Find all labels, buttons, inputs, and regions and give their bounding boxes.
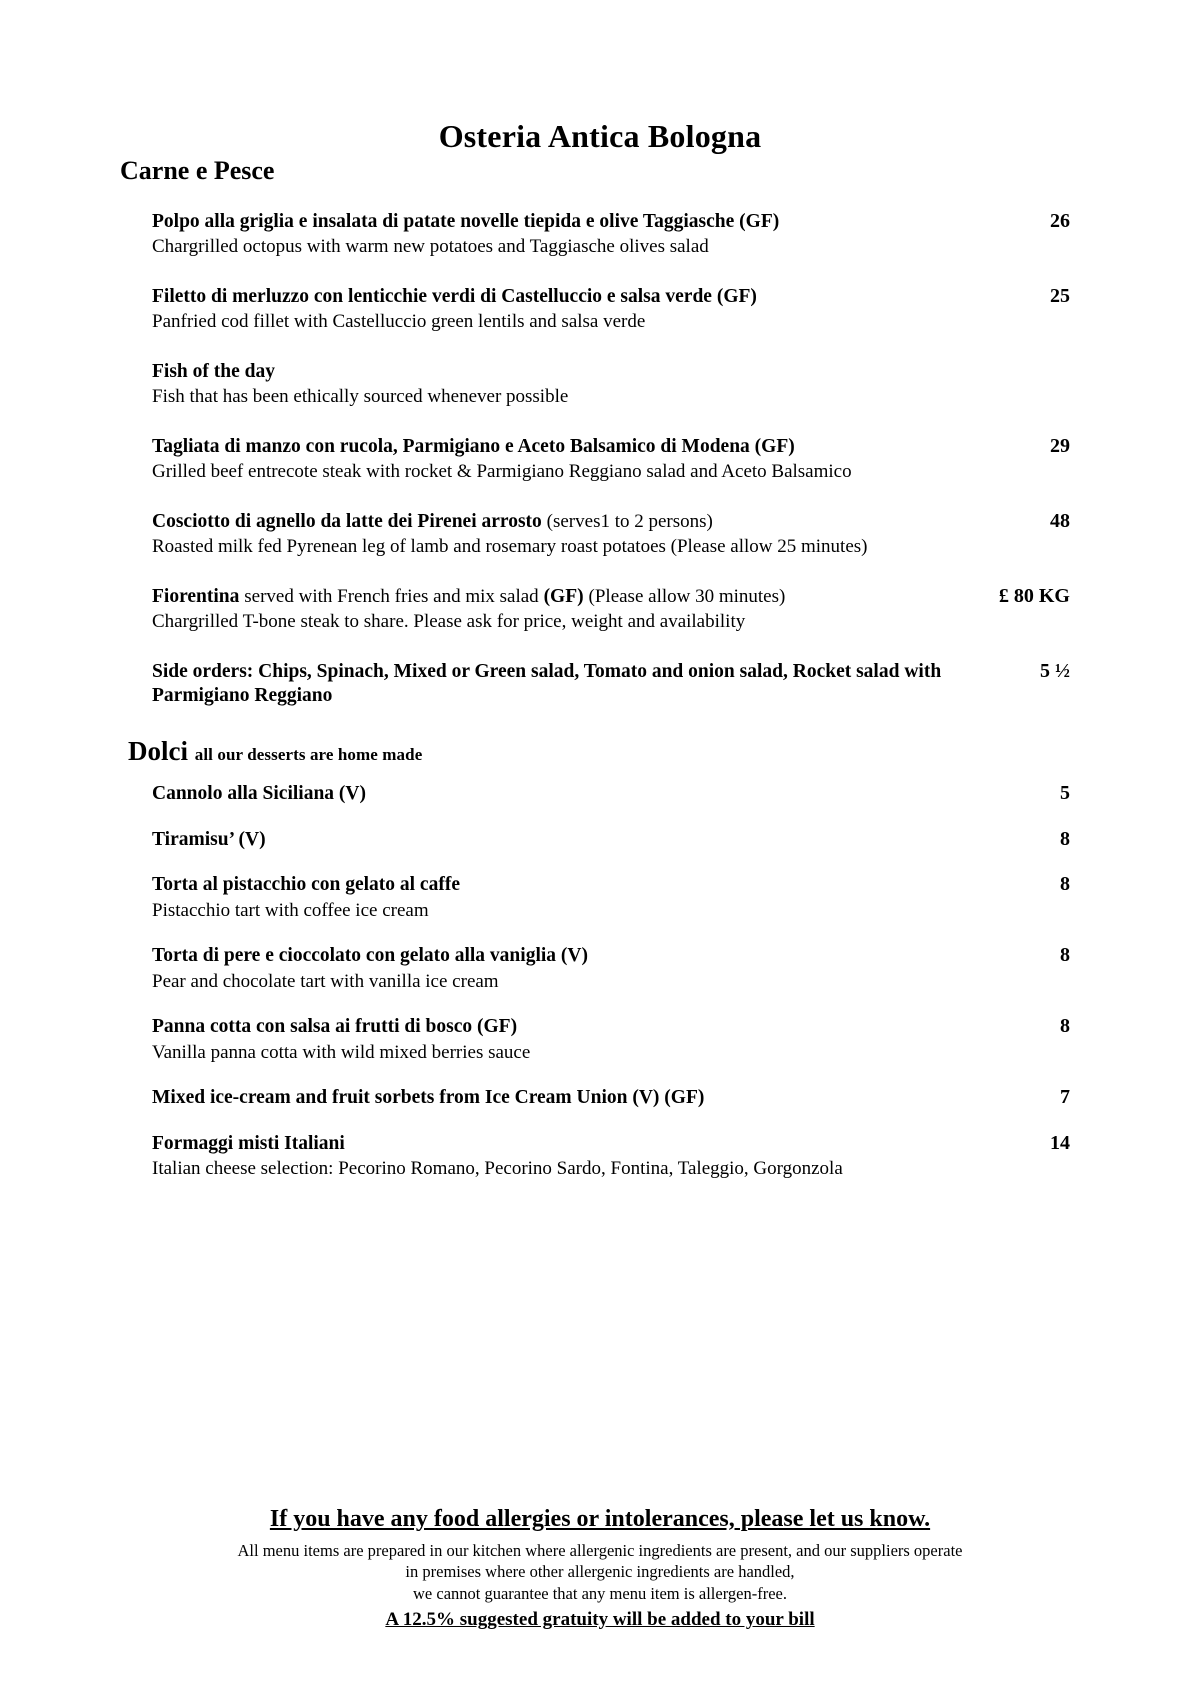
- menu-item-name: Cannolo alla Siciliana (V): [152, 783, 366, 805]
- menu-item-price: 29: [1050, 434, 1070, 457]
- gratuity-notice: A 12.5% suggested gratuity will be added to your bill: [385, 1609, 815, 1630]
- section-heading-dolci-text: Dolci: [128, 735, 188, 766]
- menu-item-price: 8: [1060, 944, 1070, 967]
- menu-item: [152, 660, 1070, 709]
- menu-item: [152, 585, 1070, 635]
- allergy-line-2: in premises where other allergenic ingredients are handled,: [405, 1562, 795, 1582]
- menu-item-name: Mixed ice-cream and fruit sorbets from Ice Cream Union (V) (GF): [152, 1087, 705, 1109]
- menu-item-note-secondary: (Please allow 30 minutes): [588, 585, 786, 607]
- menu-item-description: Vanilla panna cotta with wild mixed berries sauce: [152, 1041, 531, 1063]
- menu-item: [152, 285, 1070, 335]
- page-title: Osteria Antica Bologna: [438, 118, 762, 154]
- menu-item: [152, 435, 1070, 485]
- menu-item-name: Formaggi misti Italiani: [152, 1132, 345, 1154]
- menu-item-name: [152, 585, 974, 609]
- menu-item-name: Filetto di merluzzo con lenticchie verdi di Castelluccio e salsa verde (GF): [152, 285, 757, 307]
- menu-item-name: Polpo alla griglia e insalata di patate novelle tiepida e olive Taggiasche (GF): [152, 210, 780, 232]
- menu-item-name: Side orders: Chips, Spinach, Mixed or Green salad, Tomato and onion salad, Rocket salad with Parmigiano Reggiano: [152, 660, 942, 707]
- menu-item-name: Torta di pere e cioccolato con gelato alla vaniglia (V): [152, 945, 588, 967]
- menu-item-price: 26: [1050, 209, 1070, 232]
- menu-item-diet-tag: (GF): [543, 585, 584, 607]
- menu-item-name: Torta al pistacchio con gelato al caffe: [152, 874, 460, 896]
- allergy-line-3: we cannot guarantee that any menu item is allergen-free.: [413, 1584, 787, 1604]
- menu-item-description: Roasted milk fed Pyrenean leg of lamb and rosemary roast potatoes (Please allow 25 minutes): [152, 536, 868, 558]
- menu-item-price: 8: [1060, 827, 1070, 850]
- menu-item-name: [152, 510, 1006, 534]
- allergy-headline: If you have any food allergies or intolerances, please let us know.: [269, 1505, 931, 1532]
- menu-item-price: 8: [1060, 873, 1070, 896]
- menu-item-price: 5: [1060, 782, 1070, 805]
- menu-item: [152, 210, 1070, 260]
- menu-item-description: Pear and chocolate tart with vanilla ice cream: [152, 970, 499, 992]
- allergy-line-1: All menu items are prepared in our kitchen where allergenic ingredients are present, and our suppliers operate: [237, 1540, 963, 1560]
- menu-item: [152, 1015, 1070, 1065]
- section-heading-carne-e-pesce: Carne e Pesce: [120, 156, 275, 185]
- menu-item-name: Tiramisu’ (V): [152, 828, 266, 850]
- menu-item-price: 25: [1050, 284, 1070, 307]
- menu-item-price: 5 ½: [1040, 659, 1070, 682]
- menu-item-note: (serves1 to 2 persons): [546, 510, 713, 532]
- menu-item-description: Chargrilled octopus with warm new potatoes and Taggiasche olives salad: [152, 235, 709, 257]
- menu-item-name-text: Fiorentina: [152, 585, 240, 607]
- section-subheading-dolci: all our desserts are home made: [194, 744, 423, 764]
- menu-item: [152, 944, 1070, 994]
- menu-item-price: 8: [1060, 1015, 1070, 1038]
- menu-item: [152, 873, 1070, 923]
- menu-item-name: Panna cotta con salsa ai frutti di bosco (GF): [152, 1016, 518, 1038]
- menu-item-price: 14: [1050, 1131, 1070, 1154]
- menu-item-description: Fish that has been ethically sourced whenever possible: [152, 386, 569, 408]
- menu-item-description: Panfried cod fillet with Castelluccio green lentils and salsa verde: [152, 311, 646, 333]
- menu-item: [152, 828, 1070, 852]
- dolci-items: [100, 782, 1100, 1181]
- menu-item-name: Fish of the day: [152, 360, 275, 382]
- menu-item-description: Italian cheese selection: Pecorino Romano, Pecorino Sardo, Fontina, Taleggio, Gorgonzola: [152, 1158, 843, 1180]
- menu-item-description: Pistacchio tart with coffee ice cream: [152, 899, 429, 921]
- menu-item: [152, 1086, 1070, 1110]
- menu-item-name: Tagliata di manzo con rucola, Parmigiano e Aceto Balsamico di Modena (GF): [152, 435, 795, 457]
- menu-item-price: £ 80 KG: [998, 584, 1070, 607]
- menu-item-note: served with French fries and mix salad: [244, 585, 539, 607]
- menu-item-price: 48: [1050, 509, 1070, 532]
- menu-item: [152, 782, 1070, 806]
- menu-item: [152, 360, 1070, 410]
- menu-item-description: Grilled beef entrecote steak with rocket & Parmigiano Reggiano salad and Aceto Balsamico: [152, 461, 852, 483]
- carne-e-pesce-items: [100, 210, 1100, 709]
- section-heading-dolci: [128, 737, 1100, 767]
- menu-item-description: Chargrilled T-bone steak to share. Please ask for price, weight and availability: [152, 611, 746, 633]
- menu-item-price: 7: [1060, 1086, 1070, 1109]
- allergy-notice: [100, 1505, 1100, 1631]
- menu-item: [152, 510, 1070, 560]
- menu-item: [152, 1132, 1070, 1182]
- menu-item-name-text: Cosciotto di agnello da latte dei Pirenei arrosto: [152, 510, 542, 532]
